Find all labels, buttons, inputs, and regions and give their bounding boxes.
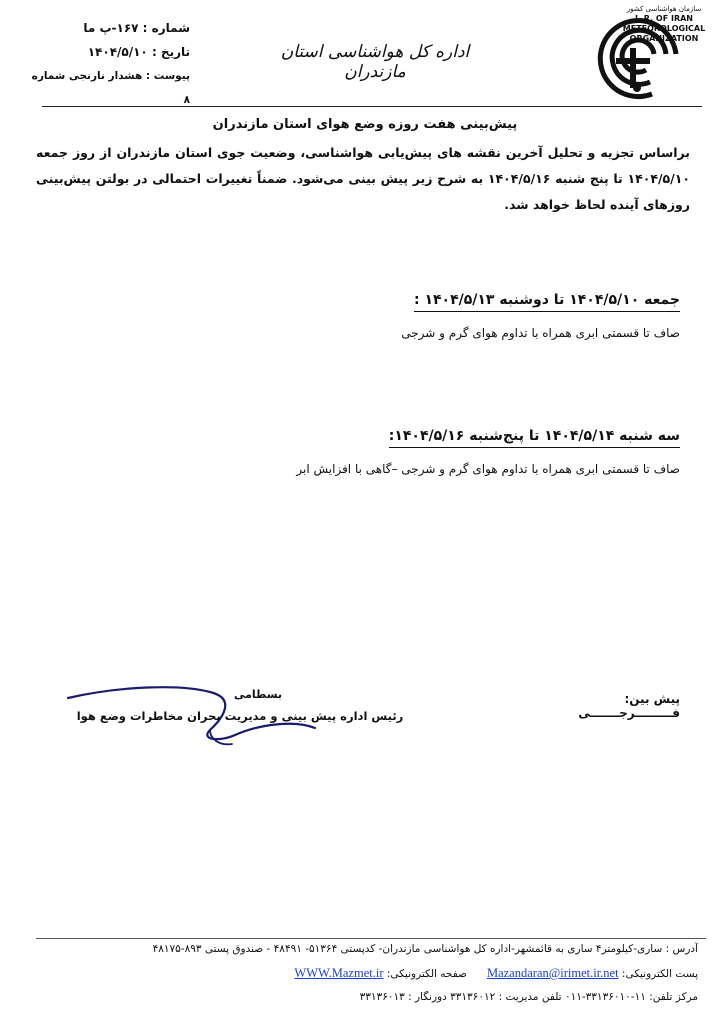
logo-org-name-en-1: I. R. OF IRAN	[634, 14, 693, 23]
website-link[interactable]: WWW.Mazmet.ir	[294, 966, 384, 980]
email-link[interactable]: Mazandaran@irimet.ir.net	[486, 966, 619, 980]
logo-org-name-en-3: ORGANIZATION	[629, 34, 699, 43]
letter-attachment: پیوست : هشدار نارنجی شماره ۸	[31, 70, 190, 106]
footer-address: آدرس : ساری-کیلومتر۴ ساری به قائمشهر-اداره کل هواشناسی مازندران- کدپستی ۵۱۳۶۴- ۴۸۴۹۱ - صندوق پستی ۸۹۳-۴۸۱۷۵	[152, 943, 698, 955]
footer-contact	[90, 966, 698, 981]
forecast-period-1-title-text: جمعه ۱۴۰۴/۵/۱۰ تا دوشنبه ۱۴۰۴/۵/۱۳ :	[414, 292, 680, 312]
signer-name: بسطامی	[233, 688, 283, 701]
logo-text	[604, 4, 724, 44]
logo-org-name-fa: سازمان هواشناسی کشور	[626, 5, 702, 13]
footer-divider	[36, 938, 706, 939]
header-divider	[42, 106, 702, 107]
email-label: پست الکترونیکی:	[621, 968, 698, 980]
forecaster-name: پیش بین: فـــــــــرجـــــــی	[578, 692, 680, 720]
forecast-period-2-title-text: سه شنبه ۱۴۰۴/۵/۱۴ تا پنج‌شنبه ۱۴۰۴/۵/۱۶:	[389, 428, 680, 448]
website-label: صفحه الکترونیکی:	[386, 968, 467, 980]
letter-date: تاریخ : ۱۴۰۴/۵/۱۰	[87, 45, 190, 59]
letter-number: شماره : ۱۶۷-پ ما	[83, 21, 190, 35]
footer-phones: مرکز تلفن: ۱۱-۳۳۱۳۶۰۱۰-۰۱۱ تلفن مدیریت : ۳۳۱۳۶۰۱۲ دورنگار : ۳۳۱۳۶۰۱۳	[359, 991, 698, 1003]
forecast-period-1-title	[300, 292, 680, 308]
letter-meta	[30, 16, 190, 112]
forecast-period-2-text: صاف تا قسمتی ابری همراه با تداوم هوای گرم و شرجی –گاهی با افزایش ابر	[296, 462, 680, 476]
logo-org-name-en-2: METEOROLOGICAL	[622, 24, 706, 33]
document-heading: پیش‌بینی هفت روزه وضع هوای استان مازندران	[212, 117, 518, 132]
forecast-period-1-text: صاف تا قسمتی ابری همراه با تداوم هوای گرم و شرجی	[401, 326, 680, 340]
signer-title: رئیس اداره پیش بینی و مدیریت بحران مخاطرات وضع هوا	[76, 709, 404, 723]
intro-paragraph: براساس تجزیه و تحلیل آخرین نقشه های پیش‌یابی هواشناسی، وضعیت جوی استان مازندران از روز جمعه ۱۴۰۴/۵/۱۰ تا پنج شنبه ۱۴۰۴/۵/۱۶ به شرح زیر پیش بینی می‌شود. ضمناً تغییرات احتمالی در بولتن پیش‌بینی روزهای آینده لحاظ خواهد شد.	[36, 145, 690, 212]
forecast-period-2-title	[300, 428, 680, 444]
office-title: اداره کل هواشناسی استان مازندران	[280, 42, 470, 82]
